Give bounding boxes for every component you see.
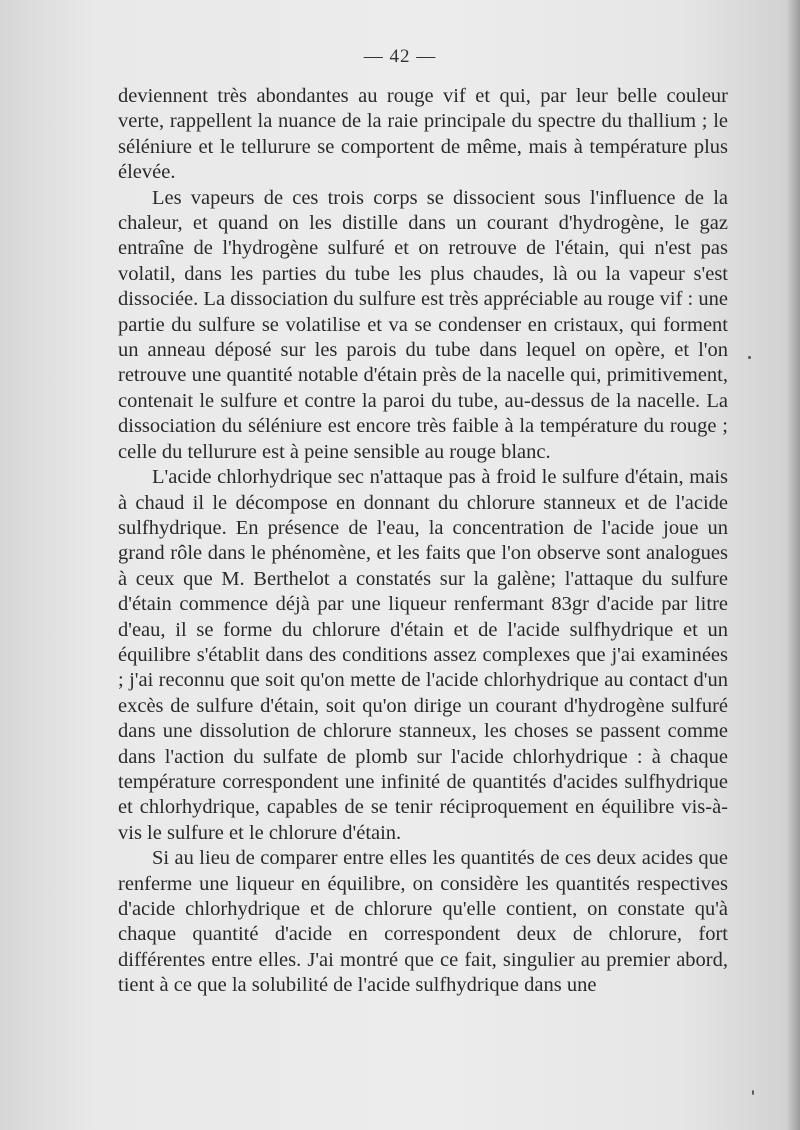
paragraph-3: L'acide chlorhydrique sec n'attaque pas à froid le sulfure d'étain, mais à chaud il le décompose en donnant du chlorure stanneux et de l'acide sulfhydrique. En présence de l'eau, la concentration de l'acide joue un grand rôle dans le phénomène, et les faits que l'on observe sont analogues à ceux que M. Berthelot a constatés sur la galène; l'attaque du sulfure d'étain commence déjà par une liqueur renfermant 83gr d'acide par litre d'eau, il se forme du chlorure d'étain et de l'acide sulfhydrique et un équilibre s'établit dans des conditions assez complexes que j'ai examinées ; j'ai reconnu que soit qu'on mette de l'acide chlorhydrique au contact d'un excès de sulfure d'étain, soit qu'on dirige un courant d'hydrogène sulfuré dans une dissolution de chlorure stanneux, les choses se passent comme dans l'action du sulfate de plomb sur l'acide chlorhydrique : à chaque température correspondent une infinité de quantités d'acides sulfhydrique et chlorhydrique, capables de se tenir réciproquement en équilibre vis-à-vis le sulfure et le chlorure d'étain. (118, 466, 728, 844)
paragraph-1: deviennent très abondantes au rouge vif et qui, par leur belle couleur verte, rappellent la nuance de la raie principale du spectre du thallium ; le séléniure et le tellurure se comportent de même, mais à température plus élevée. (118, 85, 728, 184)
page-number: — 42 — (363, 46, 437, 67)
paragraph-4: Si au lieu de comparer entre elles les quantités de ces deux acides que renferme une liqueur en équilibre, on considère les quantités respectives d'acide chlorhydrique et de chlorure qu'elle contient, on constate qu'à chaque quantité d'acide en correspondent deux de chlorure, fort différentes entre elles. J'ai montré que ce fait, singulier au premier abord, tient à ce que la solubilité de l'acide sulfhydrique dans une (118, 847, 728, 997)
body-text (118, 84, 728, 999)
ink-speck (752, 1090, 754, 1095)
paragraph-2: Les vapeurs de ces trois corps se dissocient sous l'influence de la chaleur, et quand on les distille dans un courant d'hydrogène, le gaz entraîne de l'hydrogène sulfuré et on retrouve de l'étain, qui n'est pas volatil, dans les parties du tube les plus chaudes, là ou la vapeur s'est dissociée. La dissociation du sulfure est très appréciable au rouge vif : une partie du sulfure se volatilise et va se condenser en cristaux, qui forment un anneau déposé sur les parois du tube dans lequel on opère, et l'on retrouve une quantité notable d'étain près de la nacelle qui, primitivement, contenait le sulfure et contre la paroi du tube, au-dessus de la nacelle. La dissociation du séléniure est encore très faible à la température du rouge ; celle du tellurure est à peine sensible au rouge blanc. (118, 186, 728, 463)
ink-speck (748, 356, 751, 359)
